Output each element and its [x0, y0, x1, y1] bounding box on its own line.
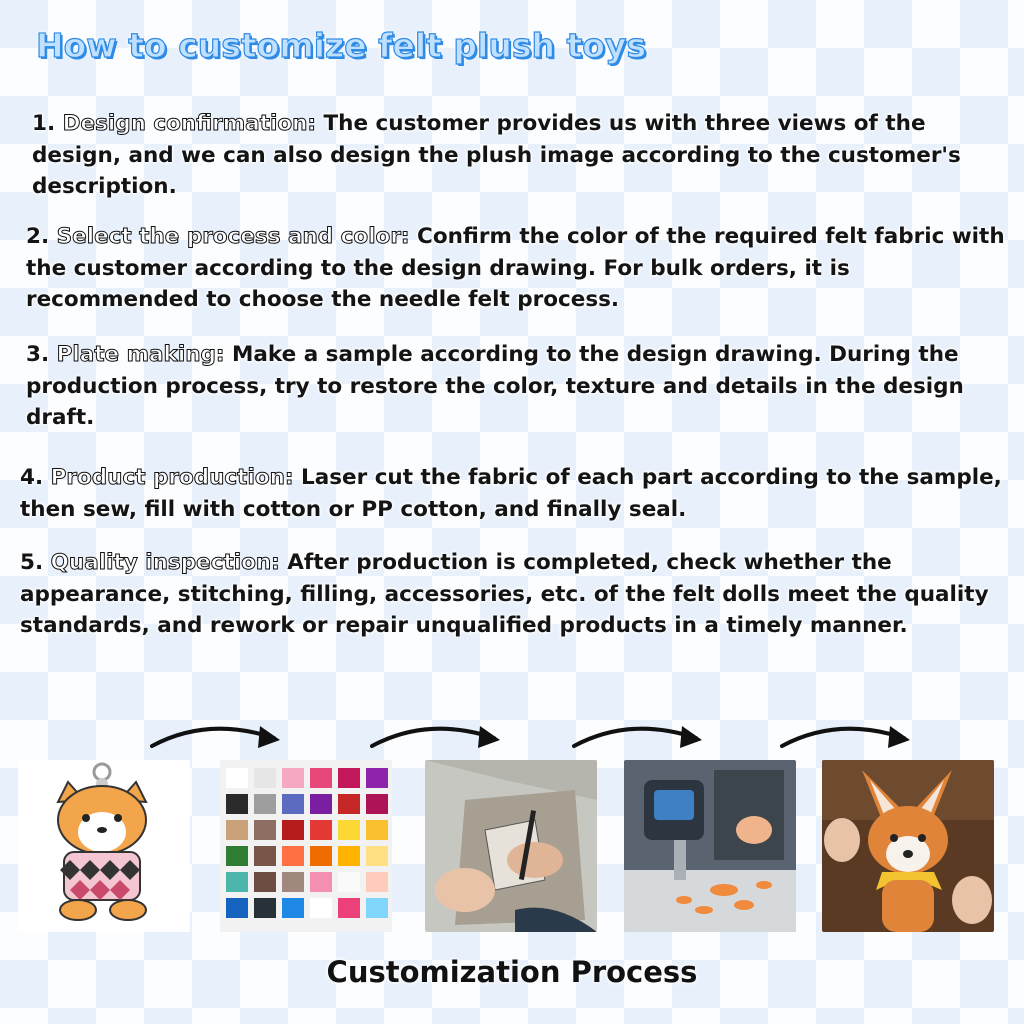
curved-arrow-icon: [778, 712, 918, 752]
step-number: 1.: [32, 111, 56, 136]
step-number: 5.: [20, 550, 44, 575]
curved-arrow-icon: [368, 712, 508, 752]
step-text: Confirm the color of the required felt fabric with the customer according to the design drawing. For bulk orders, it is recommended to choose the needle felt process.: [26, 224, 1005, 312]
curved-arrow-icon: [148, 712, 288, 752]
step-heading: Select the process and color:: [56, 224, 410, 249]
pattern-cutting-image: [425, 760, 597, 932]
step-text: Make a sample according to the design drawing. During the production process, try to restore the color, texture and details in the design draft.: [26, 342, 964, 430]
step-heading: Product production:: [50, 465, 294, 490]
step-heading: Plate making:: [56, 342, 225, 367]
page-title: How to customize felt plush toys: [36, 26, 647, 65]
step-text: Laser cut the fabric of each part according to the sample, then sew, fill with cotton or PP cotton, and finally seal.: [20, 465, 1002, 522]
step-5: [20, 547, 1020, 642]
sewing-machine-production-image: [624, 760, 796, 932]
step-text: The customer provides us with three views of the design, and we can also design the plush image according to the customer's description.: [32, 111, 961, 199]
caption: Customization Process: [326, 955, 698, 989]
finished-felt-fox-image: [822, 760, 994, 932]
step-number: 2.: [26, 224, 50, 249]
curved-arrow-icon: [570, 712, 710, 752]
felt-color-swatch-image: [220, 760, 392, 932]
step-1: [32, 108, 1017, 203]
step-3: [26, 339, 1011, 434]
step-4: [20, 462, 1005, 525]
step-heading: Design confirmation:: [62, 111, 317, 136]
step-2: [26, 221, 1011, 316]
step-number: 3.: [26, 342, 50, 367]
step-heading: Quality inspection:: [50, 550, 280, 575]
corgi-keychain-design-image: [18, 760, 190, 932]
step-number: 4.: [20, 465, 44, 490]
step-text: After production is completed, check whether the appearance, stitching, filling, accessories, etc. of the felt dolls meet the quality standards, and rework or repair unqualified products in a timely manner.: [20, 550, 989, 638]
